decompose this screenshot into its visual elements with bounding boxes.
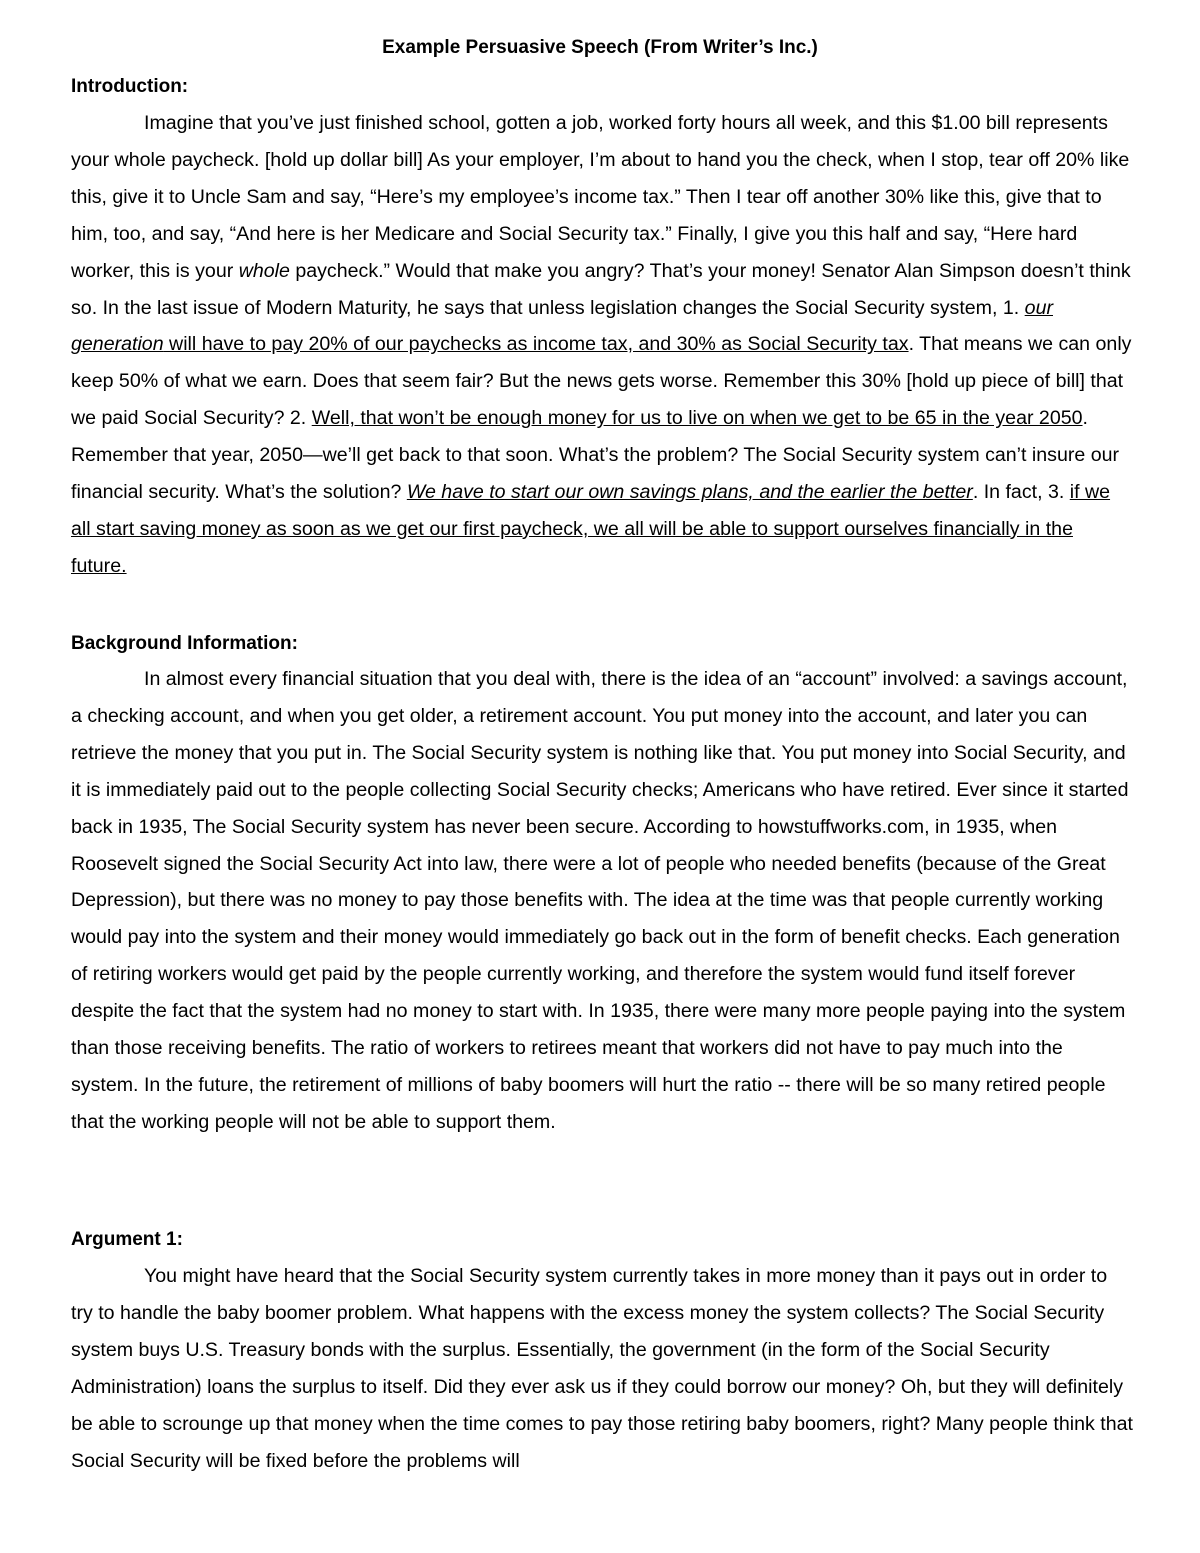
document-title: Example Persuasive Speech (From Writer’s Inc.)	[382, 37, 818, 58]
intro-claim-1: will have to pay 20% of our paychecks as income tax, and 30% as Social Security tax	[163, 333, 909, 356]
intro-emphasis-our-generation: our generation	[71, 296, 1053, 356]
intro-text-2: paycheck.” Would that make you angry? That’s your money! Senator Alan Simpson doesn’t think so. In the last issue of Modern Maturity, he says that unless legislation changes the Social Security system, 1.	[71, 259, 1131, 319]
intro-emphasis-whole: whole	[238, 259, 290, 282]
intro-text-4: . Remember that year, 2050—we’ll get back to that soon. What’s the problem? The Social Security system can’t insure our financial security. What’s the solution?	[71, 407, 1120, 504]
paragraph-background: In almost every financial situation that you deal with, there is the idea of an “account” involved: a savings account, a checking account, and when you get older, a retirement account. You put money into the account, and later you can retrieve the money that you put in. The Social Security system is nothing like that. You put money into Social Security, and it is immediately paid out to the people collecting Social Security checks; Americans who have retired. Ever since it started back in 1935, The Social Security system has never been secure. According to howstuffworks.com, in 1935, when Roosevelt signed the Social Security Act into law, there were a lot of people who needed benefits (because of the Great Depression), but there was no money to pay those benefits with. The idea at the time was that people currently working would pay into the system and their money would immediately go back out in the form of benefit checks. Each generation of retiring workers would get paid by the people currently working, and therefore the system would fund itself forever despite the fact that the system had no money to start with. In 1935, there were many more people paying into the system than those receiving benefits. The ratio of workers to retirees meant that workers did not have to pay much into the system. In the future, the retirement of millions of baby boomers will hurt the ratio -- there will be so many retired people that the working people will not be able to support them.	[71, 668, 1129, 1133]
paragraph-introduction	[71, 105, 1133, 585]
intro-text-1: Imagine that you’ve just finished school, gotten a job, worked forty hours all week, and this $1.00 bill represents your whole paycheck. [hold up dollar bill] As your employer, I’m about to hand you the check, when I stop, tear off 20% like this, give it to Uncle Sam and say, “Here’s my employee’s income tax.” Then I tear off another 30% like this, give that to him, too, and say, “And here is her Medicare and Social Security tax.” Finally, I give you this half and say, “Here hard worker, this is your	[71, 112, 1130, 282]
intro-text-5: . In fact, 3.	[972, 481, 1070, 504]
intro-text-3: . That means we can only keep 50% of what we earn. Does that seem fair? But the news gets worse. Remember this 30% [hold up piece of bill] that we paid Social Security? 2.	[71, 333, 1132, 430]
paragraph-argument-1: You might have heard that the Social Security system currently takes in more money than it pays out in order to try to handle the baby boomer problem. What happens with the excess money the system collects? The Social Security system buys U.S. Treasury bonds with the surplus. Essentially, the government (in the form of the Social Security Administration) loans the surplus to itself. Did they ever ask us if they could borrow our money? Oh, but they will definitely be able to scrounge up that money when the time comes to pay those retiring baby boomers, right? Many people think that Social Security will be fixed before the problems will	[71, 1265, 1133, 1472]
intro-solution: We have to start our own savings plans, and the earlier the better	[406, 481, 973, 504]
heading-background: Background Information:	[71, 633, 298, 654]
heading-argument-1: Argument 1:	[71, 1229, 183, 1250]
intro-claim-2: Well, that won’t be enough money for us to live on when we get to be 65 in the year 2050	[311, 407, 1083, 430]
heading-introduction: Introduction:	[71, 76, 189, 97]
intro-claim-3: if we all start saving money as soon as we get our first paycheck, we all will be able to support ourselves financially in the future.	[71, 481, 1111, 577]
